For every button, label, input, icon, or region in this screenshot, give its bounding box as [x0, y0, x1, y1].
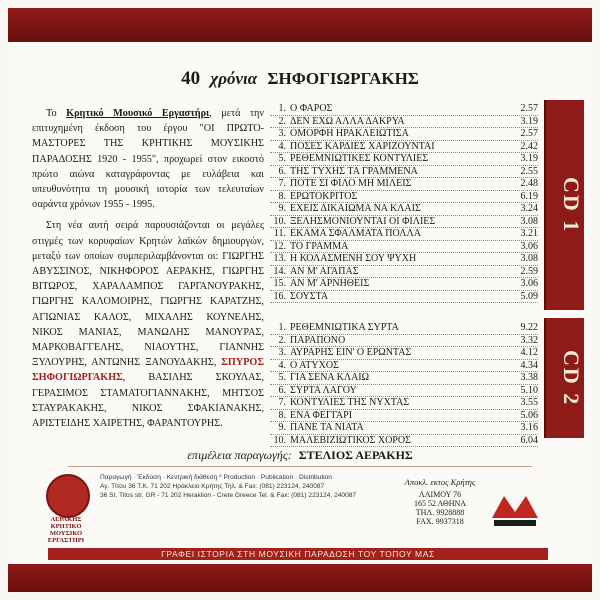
track-number: 15. — [273, 278, 286, 289]
publisher-info-line: 36 St. Titos str. GR - 71 202 Heraklion - Crete Greece Tel. & Fax: (081) 223124, 240087 — [100, 492, 357, 499]
track-row — [270, 178, 538, 191]
track-title: ΠΟΣΕΣ ΚΑΡΔΙΕΣ ΧΑΡΙΖΟΥΝΤΑΙ — [290, 140, 435, 152]
track-duration: 4.34 — [520, 359, 538, 371]
track-title: Ο ΦΑΡΟΣ — [290, 103, 333, 114]
track-number: 6. — [278, 384, 286, 396]
track-duration: 3.38 — [520, 372, 538, 383]
credit-name: ΣΤΕΛΙΟΣ ΑΕΡΑΚΗΣ — [298, 448, 413, 462]
track-number: 3. — [278, 347, 286, 358]
publisher-info-line: Παραγωγή · Έκδοση · Κεντρική διάθεση * Production · Publication · Distribution — [100, 474, 332, 481]
track-number: 7. — [278, 178, 286, 189]
distributor-info: Αποκλ. εκτος Κρήτης ΛΑΙΜΟΥ 76 165 52 ΑΘΗΝΑ ΤΗΛ. 9928888 FAX. 9937318 — [404, 477, 476, 526]
track-title: ΕΝΑ ΦΕΓΓΑΡΙ — [290, 409, 353, 421]
track-row — [270, 410, 538, 423]
track-title: ΠΑΡΑΠΟΝΟ — [290, 334, 346, 346]
track-title: ΜΑΛΕΒΙΖΙΩΤΙΚΟΣ ΧΟΡΟΣ — [290, 434, 411, 446]
track-title: ΠΟΤΕ ΣΙ ΦΙΛΟ ΜΗ ΜΙΛΕΙΣ — [290, 178, 412, 189]
track-duration: 6.04 — [520, 434, 538, 446]
track-row — [270, 228, 538, 241]
bottom-slogan: ΓΡΑΦΕΙ ΙΣΤΟΡΙΑ ΣΤΗ ΜΟΥΣΙΚΗ ΠΑΡΑΔΟΣΗ ΤΟΥ ΤΟΠΟΥ ΜΑΣ — [48, 548, 548, 560]
track-duration: 5.09 — [520, 290, 538, 302]
title-number: 40 — [181, 68, 201, 89]
track-row — [270, 216, 538, 229]
track-number: 1. — [278, 103, 286, 114]
track-duration: 3.21 — [520, 228, 538, 239]
cd2-tracklist — [270, 322, 538, 447]
track-row — [270, 347, 538, 360]
track-title: ΕΡΩΤΟΚΡΙΤΟΣ — [290, 190, 358, 202]
track-title: ΣΟΥΣΤΑ — [290, 290, 329, 302]
track-row — [270, 253, 538, 266]
track-row — [270, 335, 538, 348]
track-duration: 3.08 — [520, 253, 538, 264]
track-row — [270, 385, 538, 398]
track-title: ΑΥΡΑΡΗΣ ΕΙΝ' Ο ΕΡΩΝΤΑΣ — [290, 347, 412, 358]
label-logo-icon — [46, 474, 90, 518]
track-row — [270, 128, 538, 141]
track-duration: 3.55 — [520, 397, 538, 408]
track-row — [270, 397, 538, 410]
track-title: ΣΥΡΤΑ ΛΑΓΟΥ — [290, 384, 357, 396]
track-row — [270, 203, 538, 216]
track-title: ΕΧΕΙΣ ΔΙΚΑΙΩΜΑ ΝΑ ΚΛΑΙΣ — [290, 203, 421, 214]
track-duration: 9.22 — [520, 322, 538, 333]
track-duration: 3.19 — [520, 115, 538, 127]
track-number: 8. — [278, 190, 286, 202]
track-duration: 5.06 — [520, 409, 538, 421]
track-number: 6. — [278, 165, 286, 177]
track-duration: 2.59 — [520, 265, 538, 277]
top-band — [8, 8, 592, 42]
track-number: 10. — [273, 434, 286, 446]
cd1-tab: CD 1 — [544, 100, 584, 310]
track-row — [270, 103, 538, 116]
track-number: 12. — [273, 240, 286, 252]
intro-paragraph-2: Στη νέα αυτή σειρά παρουσιάζονται οι μεγάλες στιγμές των κορυφαίων Κρητών λαϊκών δημιουργών, μεταξύ των οποίων συμπεριλαμβάνονται οι: ΓΙΩΡΓΗΣ ΑΒΥΣΣΙΝΟΣ, ΝΙΚΗΦΟΡΟΣ ΑΕΡΑΚΗΣ, ΓΙΩΡΓΗΣ ΒΙΤΩΡΟΣ, ΧΑΡΑΛΑΜΠΟΣ ΓΑΡΓΑΝΟΥΡΑΚΗΣ, ΓΙΩΡΓΗΣ ΚΑΛΟΜΟΙΡΗΣ, ΓΙΩΡΓΗΣ ΚΑΡΑΤΖΗΣ, ΑΓΙΩΝΙΑΣ ΚΑΛΟΣ, ΜΙΧΑΛΗΣ ΚΟΥΝΕΛΗΣ, ΝΙΚΟΣ ΜΑΝΙΑΣ, ΜΑΝΩΛΗΣ ΜΑΝΟΥΡΑΣ, ΜΑΡΚΟΒΑΓΓΕΛΗΣ, ΝΙΑΟΥΤΗΣ, ΓΙΑΝΝΗΣ ΞΥΛΟΥΡΗΣ, ΑΝΤΩΝΗΣ ΞΑΝΟΥΔΑΚΗΣ, ΣΠΥΡΟΣ ΣΗΦΟΓΙΩΡΓΑΚΗΣ, ΒΑΣΙΛΗΣ ΣΚΟΥΛΑΣ, ΓΕΡΑΣΙΜΟΣ ΣΤΑΜΑΤΟΓΙΑΝΝΑΚΗΣ, ΜΗΤΣΟΣ ΣΤΑΥΡΑΚΑΚΗΣ, ΝΙΚΟΣ ΣΦΑΚΙΑΝΑΚΗΣ, ΑΡΙΣΤΕΙΔΗΣ ΧΑΙΡΕΤΗΣ, ΦΑΡΑΝΤΟΥΡΗΣ. — [32, 220, 264, 430]
track-number: 2. — [278, 115, 286, 127]
cd2-tab: CD 2 — [544, 318, 584, 438]
credit-label: επιμέλεια παραγωγής: — [187, 448, 292, 462]
track-number: 2. — [278, 334, 286, 346]
track-duration: 3.24 — [520, 203, 538, 214]
track-row — [270, 141, 538, 154]
track-row — [270, 278, 538, 291]
track-duration: 5.10 — [520, 384, 538, 396]
track-row — [270, 372, 538, 385]
album-title — [8, 68, 592, 90]
track-number: 4. — [278, 359, 286, 371]
track-number: 4. — [278, 140, 286, 152]
track-duration: 4.12 — [520, 347, 538, 358]
track-duration: 2.57 — [520, 103, 538, 114]
track-title: ΕΚΑΜΑ ΣΦΑΛΜΑΤΑ ΠΟΛΛΑ — [290, 228, 421, 239]
track-duration: 3.16 — [520, 422, 538, 433]
intro-paragraph-1: Το Κρητικό Μουσικό Εργαστήρι, μετά την επιτυχημένη έκδοση του έργου "ΟΙ ΠΡΩΤΟ-ΜΑΣΤΟΡΕΣ ΤΗΣ ΚΡΗΤΙΚΗΣ ΜΟΥΣΙΚΗΣ ΠΑΡΑΔΟΣΗΣ 1920 - 1955", προχωρεί στον εικοστό πρώτο αιώνα καταγράφοντας με ευλάβεια και υπευθυνότητα τη μουσική ιστορία των τελευταίων σαράντα χρόνων 1955 - 1995. — [32, 108, 264, 211]
track-number: 5. — [278, 153, 286, 164]
track-number: 10. — [273, 215, 286, 227]
track-number: 8. — [278, 409, 286, 421]
track-row — [270, 322, 538, 335]
label-logo-text: ΑΕΡΑΚΗΣ ΚΡΗΤΙΚΟ ΜΟΥΣΙΚΟ ΕΡΓΑΣΤΗΡΙ — [47, 516, 85, 544]
title-word: χρόνια — [210, 69, 258, 88]
production-credit — [8, 448, 592, 463]
track-number: 3. — [278, 128, 286, 139]
track-row — [270, 435, 538, 448]
divider — [68, 466, 532, 467]
track-duration: 6.19 — [520, 190, 538, 202]
publisher-info-line: Αγ. Τίτου 36 Τ.Κ. 71 202 Ηράκλειο Κρήτης Τηλ. & Fax: (081) 223124, 240087 — [100, 483, 325, 490]
track-number: 13. — [273, 253, 286, 264]
track-duration: 2.48 — [520, 178, 538, 189]
track-title: ΚΟΝΤΥΛΙΕΣ ΤΗΣ ΝΥΧΤΑΣ — [290, 397, 410, 408]
track-title: ΓΙΑ ΣΕΝΑ ΚΛΑΙΩ — [290, 372, 370, 383]
track-duration: 2.55 — [520, 165, 538, 177]
track-title: ΟΜΟΡΦΗ ΗΡΑΚΛΕΙΩΤΙΣΑ — [290, 128, 409, 139]
title-artist: ΣΗΦΟΓΙΩΡΓΑΚΗΣ — [267, 69, 419, 88]
highlighted-artist: ΣΠΥΡΟΣ ΣΗΦΟΓΙΩΡΓΑΚΗΣ — [32, 357, 264, 384]
track-number: 11. — [273, 228, 286, 239]
track-title: ΡΕΘΕΜΝΙΩΤΙΚΑ ΣΥΡΤΑ — [290, 322, 399, 333]
track-row — [270, 153, 538, 166]
track-number: 5. — [278, 372, 286, 383]
track-number: 9. — [278, 422, 286, 433]
track-title: ΔΕΝ ΕΧΩ ΑΛΛΑ ΔΑΚΡΥΑ — [290, 115, 405, 127]
track-duration: 3.06 — [520, 240, 538, 252]
publisher-name: Κρητικό Μουσικό Εργαστήρι — [66, 108, 210, 119]
track-title: ΤΟ ΓΡΑΜΜΑ — [290, 240, 349, 252]
track-duration: 3.08 — [520, 215, 538, 227]
track-number: 14. — [273, 265, 286, 277]
track-row — [270, 266, 538, 279]
track-duration: 3.19 — [520, 153, 538, 164]
track-duration: 3.32 — [520, 334, 538, 346]
cd-back-cover — [8, 8, 592, 592]
bottom-band — [8, 564, 592, 592]
track-title: ΑΝ Μ' ΑΡΝΗΘΕΙΣ — [290, 278, 370, 289]
track-duration: 2.42 — [520, 140, 538, 152]
track-title: ΤΗΣ ΤΥΧΗΣ ΤΑ ΓΡΑΜΜΕΝΑ — [290, 165, 418, 177]
track-row — [270, 166, 538, 179]
track-number: 16. — [273, 290, 286, 302]
track-title: ΠΑΝΕ ΤΑ ΝΙΑΤΑ — [290, 422, 364, 433]
cd1-tracklist — [270, 103, 538, 303]
track-title: Ο ΑΤΥΧΟΣ — [290, 359, 339, 371]
track-row — [270, 291, 538, 304]
track-title: ΞΕΛΗΣΜΟΝΙΟΥΝΤΑΙ ΟΙ ΦΙΛΙΕΣ — [290, 215, 436, 227]
track-row — [270, 191, 538, 204]
publisher-info — [100, 474, 400, 501]
track-row — [270, 360, 538, 373]
track-duration: 2.57 — [520, 128, 538, 139]
track-number: 1. — [278, 322, 286, 333]
track-title: Η ΚΟΛΑΣΜΕΝΗ ΣΟΥ ΨΥΧΗ — [290, 253, 417, 264]
track-number: 7. — [278, 397, 286, 408]
track-duration: 3.06 — [520, 278, 538, 289]
intro-text — [32, 106, 264, 437]
track-row — [270, 241, 538, 254]
track-row — [270, 422, 538, 435]
track-title: ΑΝ Μ' ΑΓΑΠΑΣ — [290, 265, 359, 277]
track-row — [270, 116, 538, 129]
track-number: 9. — [278, 203, 286, 214]
track-title: ΡΕΘΕΜΝΙΩΤΙΚΕΣ ΚΟΝΤΥΛΙΕΣ — [290, 153, 429, 164]
distributor-logo-icon — [488, 488, 542, 532]
